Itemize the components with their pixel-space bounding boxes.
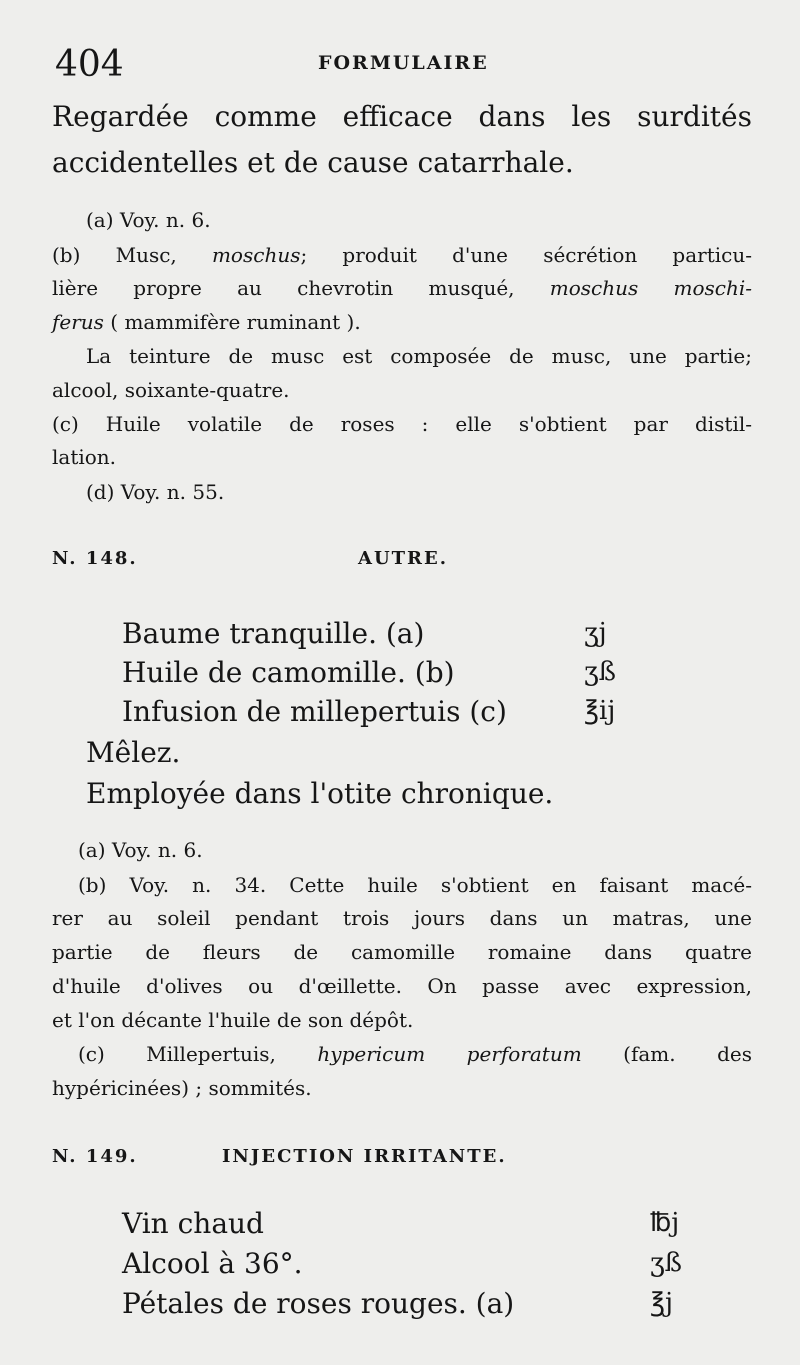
ingredient-149-3-name: Pétales de roses rouges. (a): [122, 1287, 515, 1320]
note-b2-pre: lière propre au chevrotin musqué,: [52, 276, 550, 300]
note-b-line-1: [52, 243, 752, 267]
note-b-line-2: [52, 276, 752, 300]
section-149-title: INJECTION IRRITANTE.: [222, 1146, 507, 1167]
note-c-line-2: lation.: [52, 445, 117, 469]
running-title: FORMULAIRE: [318, 52, 489, 74]
ingredient-148-3-name: Infusion de millepertuis (c): [122, 695, 507, 728]
tincture-line-1: La teinture de musc est composée de musc, une partie;: [86, 344, 752, 368]
note-b-post: ; produit d'une sécrétion particu-: [300, 243, 752, 267]
usage-line: Employée dans l'otite chronique.: [86, 777, 554, 810]
ingredient-149-2-name: Alcool à 36°.: [122, 1247, 303, 1280]
note-b-pre: (b) Musc,: [52, 243, 212, 267]
note-b3-post: ( mammifère ruminant ).: [103, 310, 361, 334]
note-c-line-1: (c) Huile volatile de roses : elle s'obtient par distil-: [52, 412, 752, 436]
ingredient-148-2-qty: ʒß: [584, 657, 617, 687]
note-148-c-line-2: hypéricinées) ; sommités.: [52, 1076, 312, 1100]
page-number: 404: [55, 44, 124, 85]
section-149-number: N. 149.: [52, 1146, 138, 1167]
note-148-c-italic: hypericum perforatum: [317, 1042, 582, 1066]
ingredient-149-2-qty: ʒß: [650, 1248, 683, 1278]
note-b-line-3: [52, 310, 361, 334]
note-b3-italic: ferus: [52, 310, 104, 334]
section-148-title: AUTRE.: [358, 548, 449, 569]
note-b-italic: moschus: [211, 243, 301, 267]
ingredient-148-1-qty: ʒj: [584, 618, 607, 648]
ingredient-148-3-qty: ℥ij: [584, 696, 616, 726]
ingredient-148-1-name: Baume tranquille. (a): [122, 617, 425, 650]
note-148-b-line-3: partie de fleurs de camomille romaine dans quatre: [52, 940, 752, 964]
note-148-b-line-4: d'huile d'olives ou d'œillette. On passe avec expression,: [52, 974, 752, 998]
ingredient-149-1-name: Vin chaud: [122, 1207, 264, 1240]
ingredient-149-1-qty: ℔j: [650, 1208, 680, 1238]
ingredient-148-2-name: Huile de camomille. (b): [122, 656, 455, 689]
intro-line-1: Regardée comme efficace dans les surdités: [52, 100, 752, 133]
ingredient-149-3-qty: ℥j: [650, 1288, 674, 1318]
note-d-top: (d) Voy. n. 55.: [86, 480, 225, 504]
note-a-top: (a) Voy. n. 6.: [86, 208, 211, 232]
note-148-b-line-5: et l'on décante l'huile de son dépôt.: [52, 1008, 414, 1032]
note-148-c-pre: (c) Millepertuis,: [78, 1042, 318, 1066]
section-148-number: N. 148.: [52, 548, 138, 569]
note-148-c-line-1: [78, 1042, 752, 1066]
mix-instruction: Mêlez.: [86, 736, 181, 769]
tincture-line-2: alcool, soixante-quatre.: [52, 378, 290, 402]
note-148-c-post: (fam. des: [581, 1042, 752, 1066]
intro-line-2: accidentelles et de cause catarrhale.: [52, 146, 574, 179]
note-148-b-line-2: rer au soleil pendant trois jours dans un matras, une: [52, 906, 752, 930]
note-b2-italic: moschus moschi-: [549, 276, 753, 300]
note-148-a: (a) Voy. n. 6.: [78, 838, 203, 862]
note-148-b-line-1: (b) Voy. n. 34. Cette huile s'obtient en faisant macé-: [78, 873, 752, 897]
